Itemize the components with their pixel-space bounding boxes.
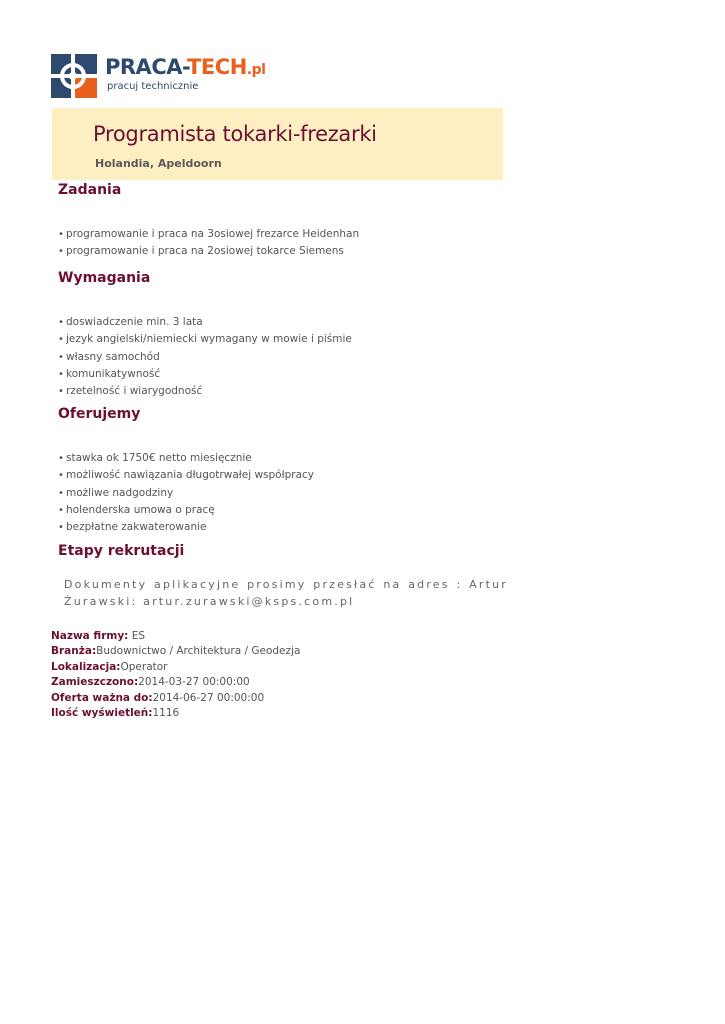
meta-label: Nazwa firmy:: [51, 630, 129, 642]
logo-wordmark: [105, 55, 265, 82]
section-heading-zadania: Zadania: [58, 182, 122, 198]
job-meta: [51, 629, 300, 721]
logo-wordmark-part1: PRACA-: [105, 55, 188, 79]
meta-value: ES: [128, 630, 146, 642]
oferujemy-list: [58, 450, 314, 536]
meta-label: Ilość wyświetleń:: [51, 707, 153, 720]
section-heading-wymagania: Wymagania: [58, 270, 151, 286]
list-item: • stawka ok 1750€ netto miesięcznie: [58, 450, 314, 467]
logo-wordmark-part3: .pl: [246, 62, 266, 78]
meta-value: 2014-06-27 00:00:00: [152, 691, 265, 704]
meta-views: [51, 706, 300, 721]
list-item: • programowanie i praca na 2osiowej tokarce Siemens: [58, 243, 359, 260]
section-heading-etapy: Etapy rekrutacji: [58, 543, 185, 559]
meta-industry: [51, 644, 300, 659]
meta-location: [51, 660, 300, 675]
meta-value: 1116: [152, 707, 180, 720]
zadania-list: [58, 226, 359, 261]
logo-wordmark-part2: TECH: [187, 55, 247, 79]
list-item: • bezpłatne zakwaterowanie: [58, 519, 314, 536]
job-location: Holandia, Apeldoorn: [95, 157, 222, 170]
meta-label: Lokalizacja:: [51, 660, 121, 673]
recruitment-text: Dokumenty aplikacyjne prosimy przesłać na adres : Artur Żurawski: artur.zurawski@ksps.com.pl: [64, 578, 508, 608]
meta-value: Operator: [120, 660, 168, 673]
list-item: • holenderska umowa o pracę: [58, 502, 314, 519]
meta-label: Zamieszczono:: [51, 676, 139, 689]
meta-company: [51, 629, 300, 644]
list-item: • własny samochód: [58, 349, 352, 366]
list-item: • jezyk angielski/niemiecki wymagany w mowie i piśmie: [58, 331, 352, 348]
logo-tagline: pracuj technicznie: [107, 81, 199, 92]
section-heading-oferujemy: Oferujemy: [58, 406, 141, 422]
meta-label: Branża:: [51, 645, 97, 658]
job-title: Programista tokarki-frezarki: [93, 122, 377, 146]
meta-posted: [51, 675, 300, 690]
meta-label: Oferta ważna do:: [51, 691, 153, 704]
list-item: • rzetelność i wiarygodność: [58, 383, 352, 400]
list-item: • możliwość nawiązania długotrwałej współpracy: [58, 467, 314, 484]
wymagania-list: [58, 314, 352, 400]
meta-value: Budownictwo / Architektura / Geodezja: [96, 645, 301, 658]
list-item: • możliwe nadgodziny: [58, 485, 314, 502]
gear-logo-icon: [51, 54, 97, 98]
list-item: • programowanie i praca na 3osiowej frezarce Heidenhan: [58, 226, 359, 243]
list-item: • doswiadczenie min. 3 lata: [58, 314, 352, 331]
site-logo[interactable]: [51, 54, 266, 100]
list-item: • komunikatywność: [58, 366, 352, 383]
meta-value: 2014-03-27 00:00:00: [138, 676, 250, 689]
job-header: [52, 108, 503, 180]
meta-valid-until: [51, 691, 300, 706]
